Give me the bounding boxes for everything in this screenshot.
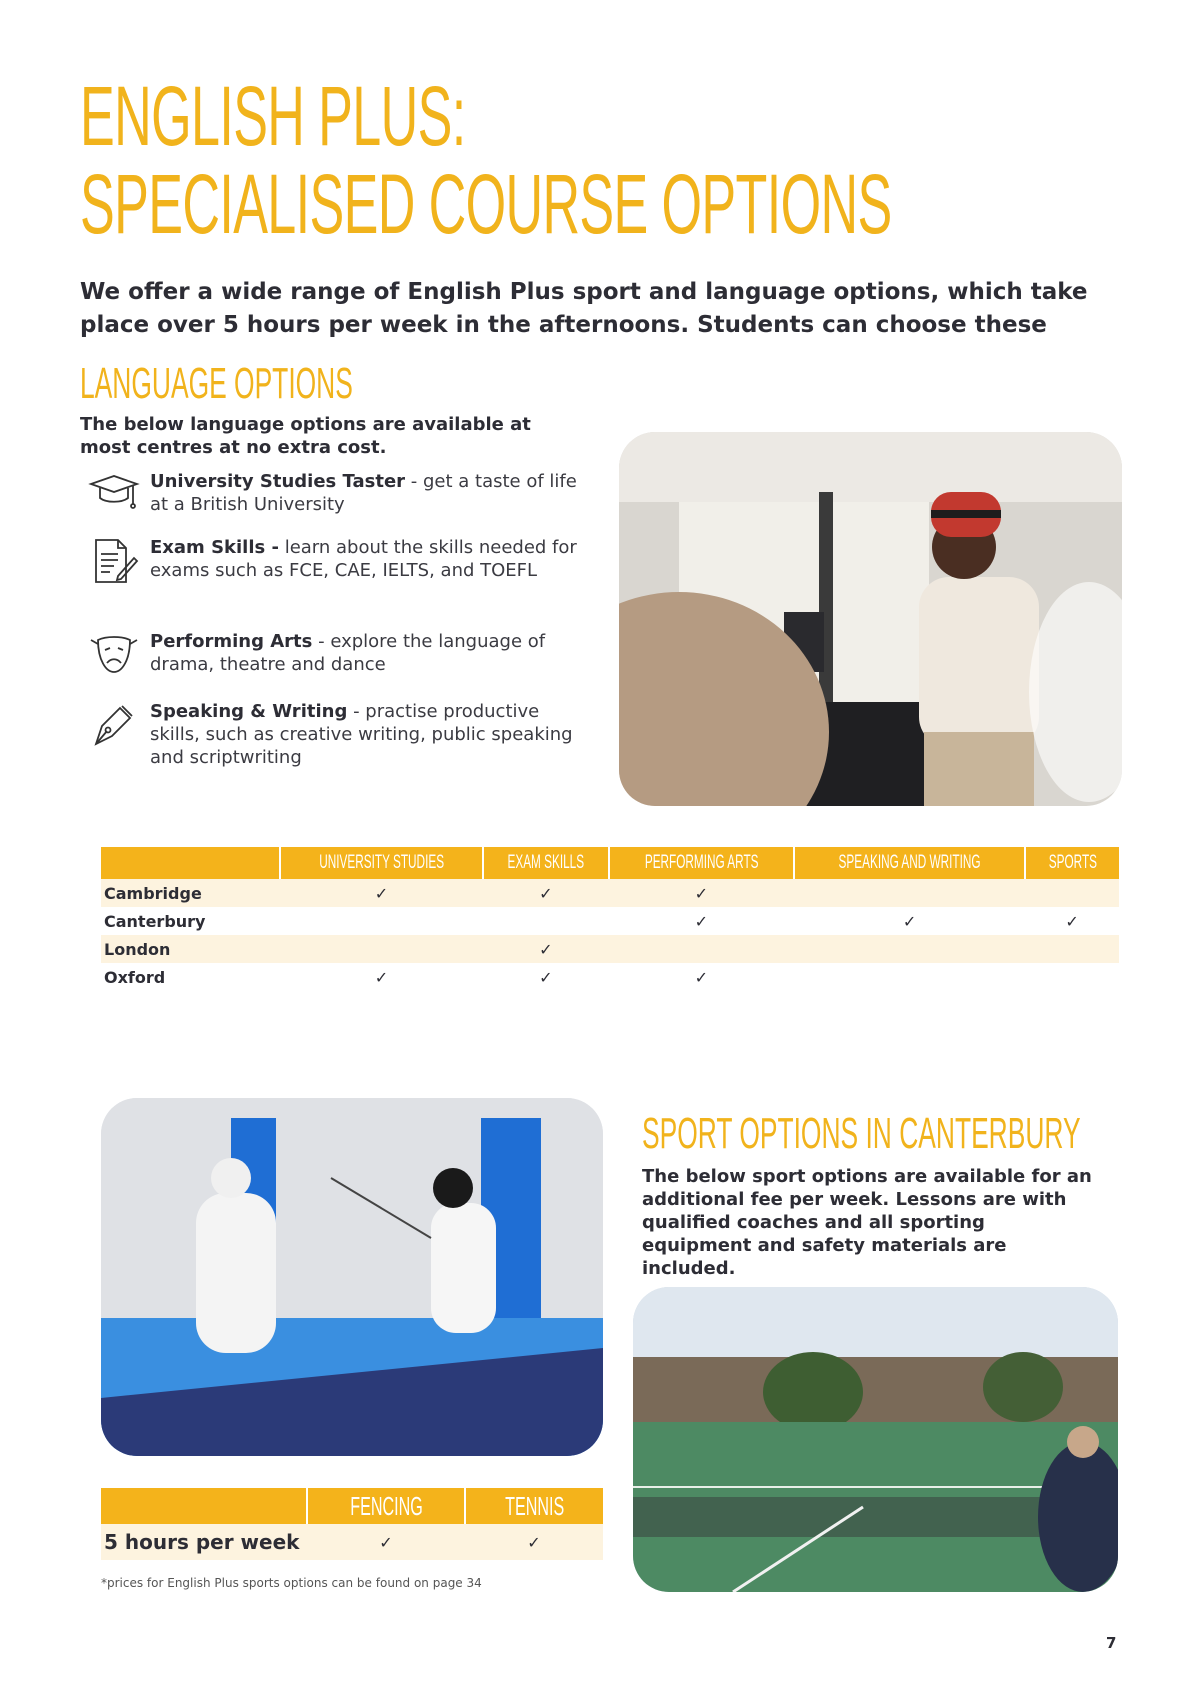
table-cell [794, 879, 1025, 907]
language-options-table [101, 847, 1119, 991]
table-cell: ✓ [539, 967, 553, 987]
fencing-photo [101, 1098, 603, 1456]
option-text: Speaking & Writing - practise productive skills, such as creative writing, public speaking and scriptwriting [150, 701, 573, 768]
table-cell-city: Canterbury [104, 911, 206, 931]
page-number: 7 [1106, 1634, 1117, 1652]
table-cell [794, 963, 1025, 991]
footnote: *prices for English Plus sports options can be found on page 34 [101, 1576, 482, 1590]
table-cell: ✓ [483, 935, 609, 963]
theatre-masks-icon [88, 630, 140, 680]
table-cell-label: 5 hours per week [101, 1524, 307, 1560]
page-title [80, 69, 892, 251]
table-header: SPEAKING AND WRITING [794, 847, 1025, 879]
table-cell [280, 935, 483, 963]
table-cell: ✓ [465, 1524, 603, 1560]
table-cell [794, 935, 1025, 963]
table-cell: ✓ [374, 967, 389, 987]
sport-options-heading: SPORT OPTIONS IN CANTERBURY [642, 1109, 1081, 1158]
option-text: Exam Skills - learn about the skills needed for exams such as FCE, CAE, IELTS, and TOEFL [150, 537, 577, 581]
table-row [101, 935, 1119, 963]
table-row [101, 1524, 603, 1560]
table-header: PERFORMING ARTS [609, 847, 794, 879]
table-header: TENNIS [465, 1488, 603, 1524]
title-line-2: SPECIALISED COURSE OPTIONS [80, 157, 892, 251]
option-exam-skills [88, 536, 578, 586]
table-cell: ✓ [483, 879, 609, 907]
title-line-1: ENGLISH PLUS: [80, 69, 466, 163]
table-header-blank [101, 1488, 307, 1524]
table-cell [280, 907, 483, 935]
table-header: FENCING [307, 1488, 465, 1524]
table-cell: ✓ [902, 911, 917, 931]
tennis-photo [633, 1287, 1118, 1592]
table-cell-city: Oxford [104, 967, 166, 987]
table-cell [1025, 935, 1119, 963]
table-header-row [101, 1488, 603, 1524]
table-cell [1025, 879, 1119, 907]
table-header: UNIVERSITY STUDIES [280, 847, 483, 879]
table-header-blank [101, 847, 280, 879]
intro-text: We offer a wide range of English Plus sport and language options, which take place over 5 hours per week in the afternoons. Students can choose these [80, 279, 1088, 338]
table-cell-city: London [101, 935, 280, 963]
table-cell: ✓ [694, 911, 708, 931]
table-row [101, 907, 1119, 935]
table-header: EXAM SKILLS [483, 847, 609, 879]
table-cell [483, 907, 609, 935]
graduation-cap-icon [88, 470, 140, 520]
sport-options-lead: The below sport options are available for an additional fee per week. Lessons are with qualified coaches and all sporting equipment and safety materials are included. [642, 1166, 1092, 1279]
table-header-row [101, 847, 1119, 879]
language-options-heading: LANGUAGE OPTIONS [80, 359, 353, 408]
classroom-photo [619, 432, 1122, 806]
table-cell: ✓ [307, 1524, 465, 1560]
table-row [101, 963, 1119, 991]
table-cell-city: Cambridge [101, 879, 280, 907]
sport-options-table [101, 1488, 603, 1560]
fountain-pen-icon [88, 700, 140, 750]
option-speaking-writing [88, 700, 578, 769]
table-cell: ✓ [280, 879, 483, 907]
table-cell [1025, 963, 1119, 991]
table-cell: ✓ [1065, 911, 1079, 931]
language-options-lead: The below language options are available at most centres at no extra cost. [80, 414, 531, 458]
table-row [101, 879, 1119, 907]
table-header: SPORTS [1025, 847, 1119, 879]
option-university-studies [88, 470, 578, 520]
option-text: Performing Arts - explore the language of drama, theatre and dance [150, 631, 546, 675]
table-cell: ✓ [609, 879, 794, 907]
exam-paper-icon [88, 536, 140, 586]
table-cell: ✓ [694, 967, 708, 987]
option-text: University Studies Taster - get a taste of life at a British University [150, 471, 577, 515]
option-performing-arts [88, 630, 578, 680]
table-cell [609, 935, 794, 963]
